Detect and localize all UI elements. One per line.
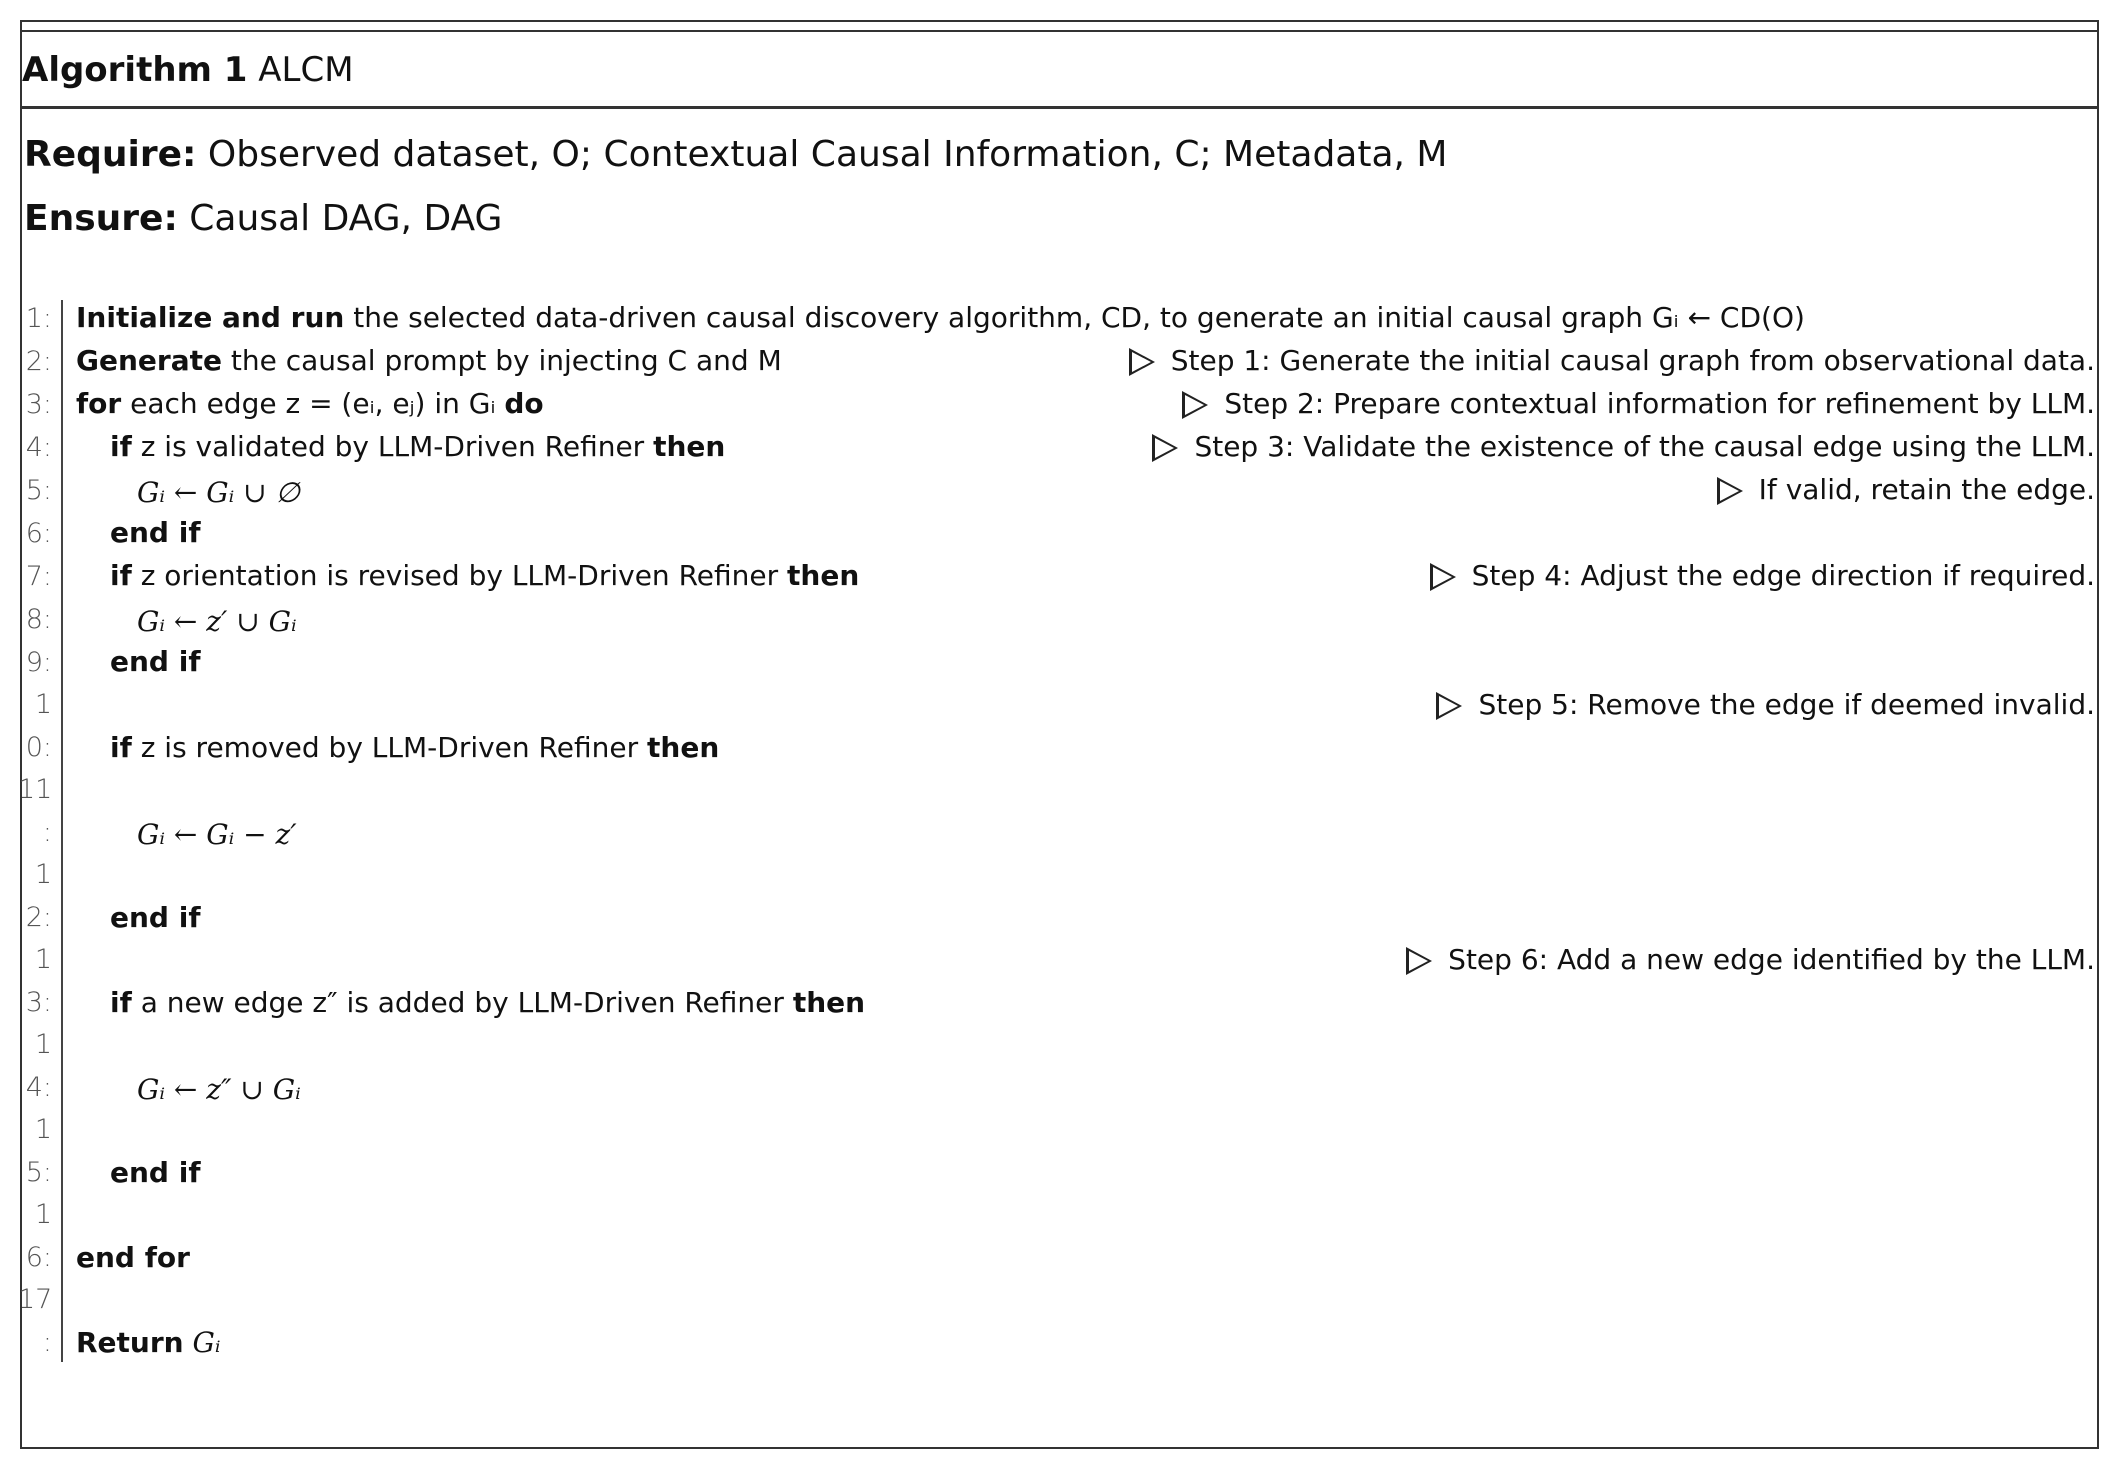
require-text: Observed dataset, O; Contextual Causal Information, C; Metadata, M xyxy=(207,134,1448,175)
algo-line-7 xyxy=(110,559,859,593)
algo-line-13 xyxy=(110,986,865,1020)
line-number: 9: xyxy=(25,647,52,678)
comment-step-2 xyxy=(1182,387,2095,421)
keyword: if xyxy=(110,731,132,764)
line-number: 17 xyxy=(18,1284,53,1315)
line-text: z is removed by LLM-Driven Refiner xyxy=(140,731,639,764)
comment-text: Step 4: Adjust the edge direction if required. xyxy=(1471,559,2095,592)
line-number: : xyxy=(42,817,52,848)
keyword: then xyxy=(653,430,726,463)
line-text: z is validated by LLM-Driven Refiner xyxy=(140,430,645,463)
top-rule xyxy=(20,30,2099,32)
line-number: 1 xyxy=(34,1199,52,1230)
comment-text: Step 3: Validate the existence of the causal edge using the LLM. xyxy=(1194,430,2095,463)
line-number: 2: xyxy=(25,346,52,377)
require-line xyxy=(24,134,1447,175)
algorithm-name: ALCM xyxy=(258,50,354,90)
line-number: 11 xyxy=(18,774,53,805)
line-number: 1 xyxy=(34,689,52,720)
comment-triangle-icon xyxy=(1182,391,1208,419)
require-keyword: Require: xyxy=(24,134,197,175)
comment-step-6 xyxy=(1406,943,2095,977)
comment-triangle-icon xyxy=(1436,692,1462,720)
line-number: 5: xyxy=(25,1157,52,1188)
algorithm-label: Algorithm 1 xyxy=(22,50,248,90)
keyword: end if xyxy=(110,645,201,678)
line-number: 3: xyxy=(25,389,52,420)
line-number-divider xyxy=(61,300,63,1362)
line-number: 1 xyxy=(34,1029,52,1060)
comment-step-3 xyxy=(1152,430,2095,464)
line-text: each edge z = (eᵢ, eⱼ) in Gᵢ xyxy=(130,387,496,420)
algo-line-8: Gᵢ ← z′ ∪ Gᵢ xyxy=(137,605,297,638)
keyword: do xyxy=(504,387,544,420)
algo-line-2 xyxy=(76,344,782,378)
algo-line-9 xyxy=(110,645,201,679)
ensure-keyword: Ensure: xyxy=(24,198,178,239)
keyword: for xyxy=(76,387,122,420)
line-number: 1: xyxy=(25,303,52,334)
ensure-text: Causal DAG, DAG xyxy=(189,198,503,239)
line-text: the selected data-driven causal discovery algorithm, CD, to generate an initial causal graph Gᵢ ← CD(O) xyxy=(353,301,1805,334)
line-number: 6: xyxy=(25,1242,52,1273)
line-text: a new edge z″ is added by LLM-Driven Refiner xyxy=(140,986,784,1019)
algo-line-17 xyxy=(76,1326,221,1360)
keyword: Return xyxy=(76,1326,184,1359)
algo-line-16 xyxy=(76,1241,190,1275)
algo-line-3 xyxy=(76,387,544,421)
line-number: 1 xyxy=(34,1114,52,1145)
line-number: 4: xyxy=(25,1072,52,1103)
algo-line-6 xyxy=(110,516,201,550)
line-text: z orientation is revised by LLM-Driven Refiner xyxy=(140,559,779,592)
keyword: if xyxy=(110,559,132,592)
line-text: the causal prompt by injecting C and M xyxy=(230,344,782,377)
comment-triangle-icon xyxy=(1129,348,1155,376)
line-number: 2: xyxy=(25,902,52,933)
comment-triangle-icon xyxy=(1430,563,1456,591)
keyword: if xyxy=(110,430,132,463)
keyword: if xyxy=(110,986,132,1019)
algo-line-15 xyxy=(110,1156,201,1190)
algo-line-1 xyxy=(76,301,1805,335)
line-number: 4: xyxy=(25,432,52,463)
comment-triangle-icon xyxy=(1717,477,1743,505)
line-number: 5: xyxy=(25,475,52,506)
header-rule xyxy=(20,106,2099,109)
comment-text: Step 6: Add a new edge identified by the LLM. xyxy=(1448,943,2095,976)
keyword: then xyxy=(647,731,720,764)
line-number: 1 xyxy=(34,944,52,975)
comment-step-4 xyxy=(1430,559,2095,593)
line-number: 8: xyxy=(25,604,52,635)
keyword: then xyxy=(792,986,866,1019)
keyword: end if xyxy=(110,901,201,934)
line-number: 7: xyxy=(25,561,52,592)
comment-step-1 xyxy=(1129,344,2095,378)
algorithm-title xyxy=(22,50,354,90)
keyword: Initialize and run xyxy=(76,301,345,334)
algo-line-14: Gᵢ ← z″ ∪ Gᵢ xyxy=(137,1073,301,1106)
comment-text: If valid, retain the edge. xyxy=(1758,473,2095,506)
keyword: then xyxy=(787,559,860,592)
line-number: 0: xyxy=(25,732,52,763)
keyword: end if xyxy=(110,1156,201,1189)
comment-text: Step 1: Generate the initial causal graph from observational data. xyxy=(1170,344,2095,377)
keyword: Generate xyxy=(76,344,222,377)
line-text: Gᵢ xyxy=(192,1326,221,1359)
line-number: 3: xyxy=(25,987,52,1018)
comment-text: Step 5: Remove the edge if deemed invalid. xyxy=(1478,688,2095,721)
comment-triangle-icon xyxy=(1152,434,1178,462)
algo-line-12 xyxy=(110,901,201,935)
comment-text: Step 2: Prepare contextual information for refinement by LLM. xyxy=(1224,387,2095,420)
algo-line-11: Gᵢ ← Gᵢ − z′ xyxy=(137,818,297,851)
line-number: : xyxy=(42,1327,52,1358)
ensure-line xyxy=(24,198,502,239)
algo-line-4 xyxy=(110,430,725,464)
comment-valid xyxy=(1717,473,2095,507)
algo-line-5: Gᵢ ← Gᵢ ∪ ∅ xyxy=(137,476,300,509)
comment-step-5 xyxy=(1436,688,2095,722)
keyword: end for xyxy=(76,1241,190,1274)
comment-triangle-icon xyxy=(1406,947,1432,975)
line-number: 1 xyxy=(34,859,52,890)
keyword: end if xyxy=(110,516,201,549)
algo-line-10 xyxy=(110,731,719,765)
line-number: 6: xyxy=(25,518,52,549)
